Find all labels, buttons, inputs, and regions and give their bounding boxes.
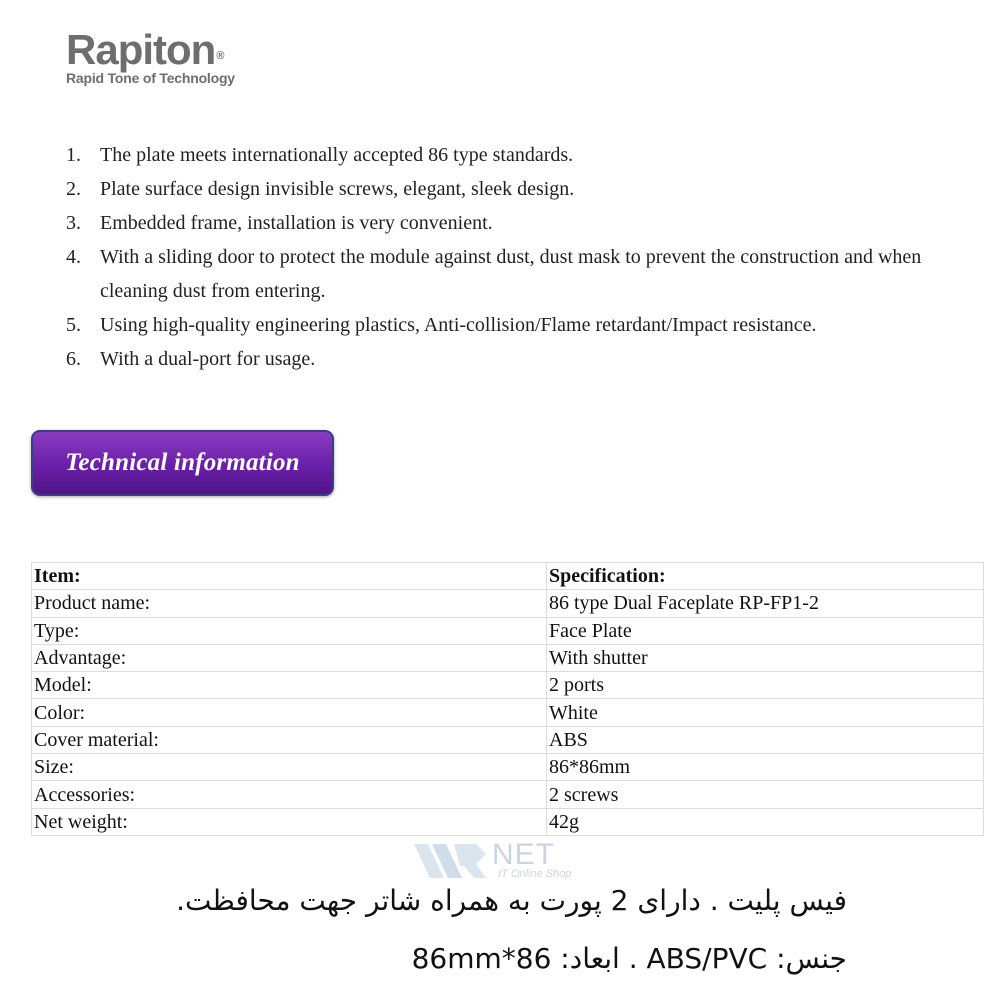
spec-cell: 42g [547,808,984,835]
watermark-chevron-icon [414,842,494,882]
feature-item [66,138,946,172]
feature-number: 5. [66,314,81,336]
feature-item [66,308,946,342]
table-header-row [32,563,984,590]
feature-list [66,138,946,376]
item-cell: Advantage: [32,644,547,671]
table-row [32,672,984,699]
spec-cell: Face Plate [547,617,984,644]
spec-cell: 86 type Dual Faceplate RP-FP1-2 [547,590,984,617]
feature-item [66,240,946,308]
registered-mark: ® [216,50,224,62]
feature-number: 1. [66,144,81,166]
feature-text: The plate meets internationally accepted 86 type standards. [100,144,574,166]
item-cell: Accessories: [32,781,547,808]
header-specification: Specification: [547,563,984,590]
feature-number: 4. [66,246,81,268]
spec-cell: White [547,699,984,726]
item-cell: Type: [32,617,547,644]
item-cell: Cover material: [32,726,547,753]
table-row [32,808,984,835]
spec-cell: 2 screws [547,781,984,808]
table-row [32,781,984,808]
item-cell: Product name: [32,590,547,617]
table-row [32,617,984,644]
feature-number: 6. [66,348,81,370]
spec-cell: ABS [547,726,984,753]
watermark-brand: NET [492,838,555,871]
table-row [32,644,984,671]
table-row [32,726,984,753]
feature-text: With a dual-port for usage. [100,348,316,370]
spec-cell: 2 ports [547,672,984,699]
table-row [32,590,984,617]
item-cell: Color: [32,699,547,726]
feature-item [66,342,946,376]
watermark-subtitle: IT Online Shop [498,868,572,880]
technical-information-button[interactable]: Technical information [31,430,334,496]
item-cell: Size: [32,754,547,781]
logo-tagline: Rapid Tone of Technology [66,70,235,86]
feature-item [66,172,946,206]
header-item: Item: [32,563,547,590]
persian-description-line-2: جنس: ABS/PVC . ابعاد: 86*86mm [411,942,847,975]
spec-table [31,562,984,836]
vrnet-watermark [414,838,594,884]
item-cell: Net weight: [32,808,547,835]
feature-text: Using high-quality engineering plastics, Anti-collision/Flame retardant/Impact resistance. [100,314,817,336]
spec-cell: 86*86mm [547,754,984,781]
feature-number: 3. [66,212,81,234]
feature-text: Plate surface design invisible screws, elegant, sleek design. [100,178,575,200]
spec-cell: With shutter [547,644,984,671]
persian-description-line-1: فیس پلیت . دارای 2 پورت به همراه شاتر جهت محافظت. [176,884,847,917]
item-cell: Model: [32,672,547,699]
feature-number: 2. [66,178,81,200]
table-row [32,699,984,726]
feature-item [66,206,946,240]
table-row [32,754,984,781]
feature-text: With a sliding door to protect the module against dust, dust mask to prevent the construction and when cleaning dust from entering. [100,246,922,302]
logo-wordmark: Rapiton® [66,26,224,73]
rapiton-logo [66,28,235,86]
feature-text: Embedded frame, installation is very convenient. [100,212,493,234]
